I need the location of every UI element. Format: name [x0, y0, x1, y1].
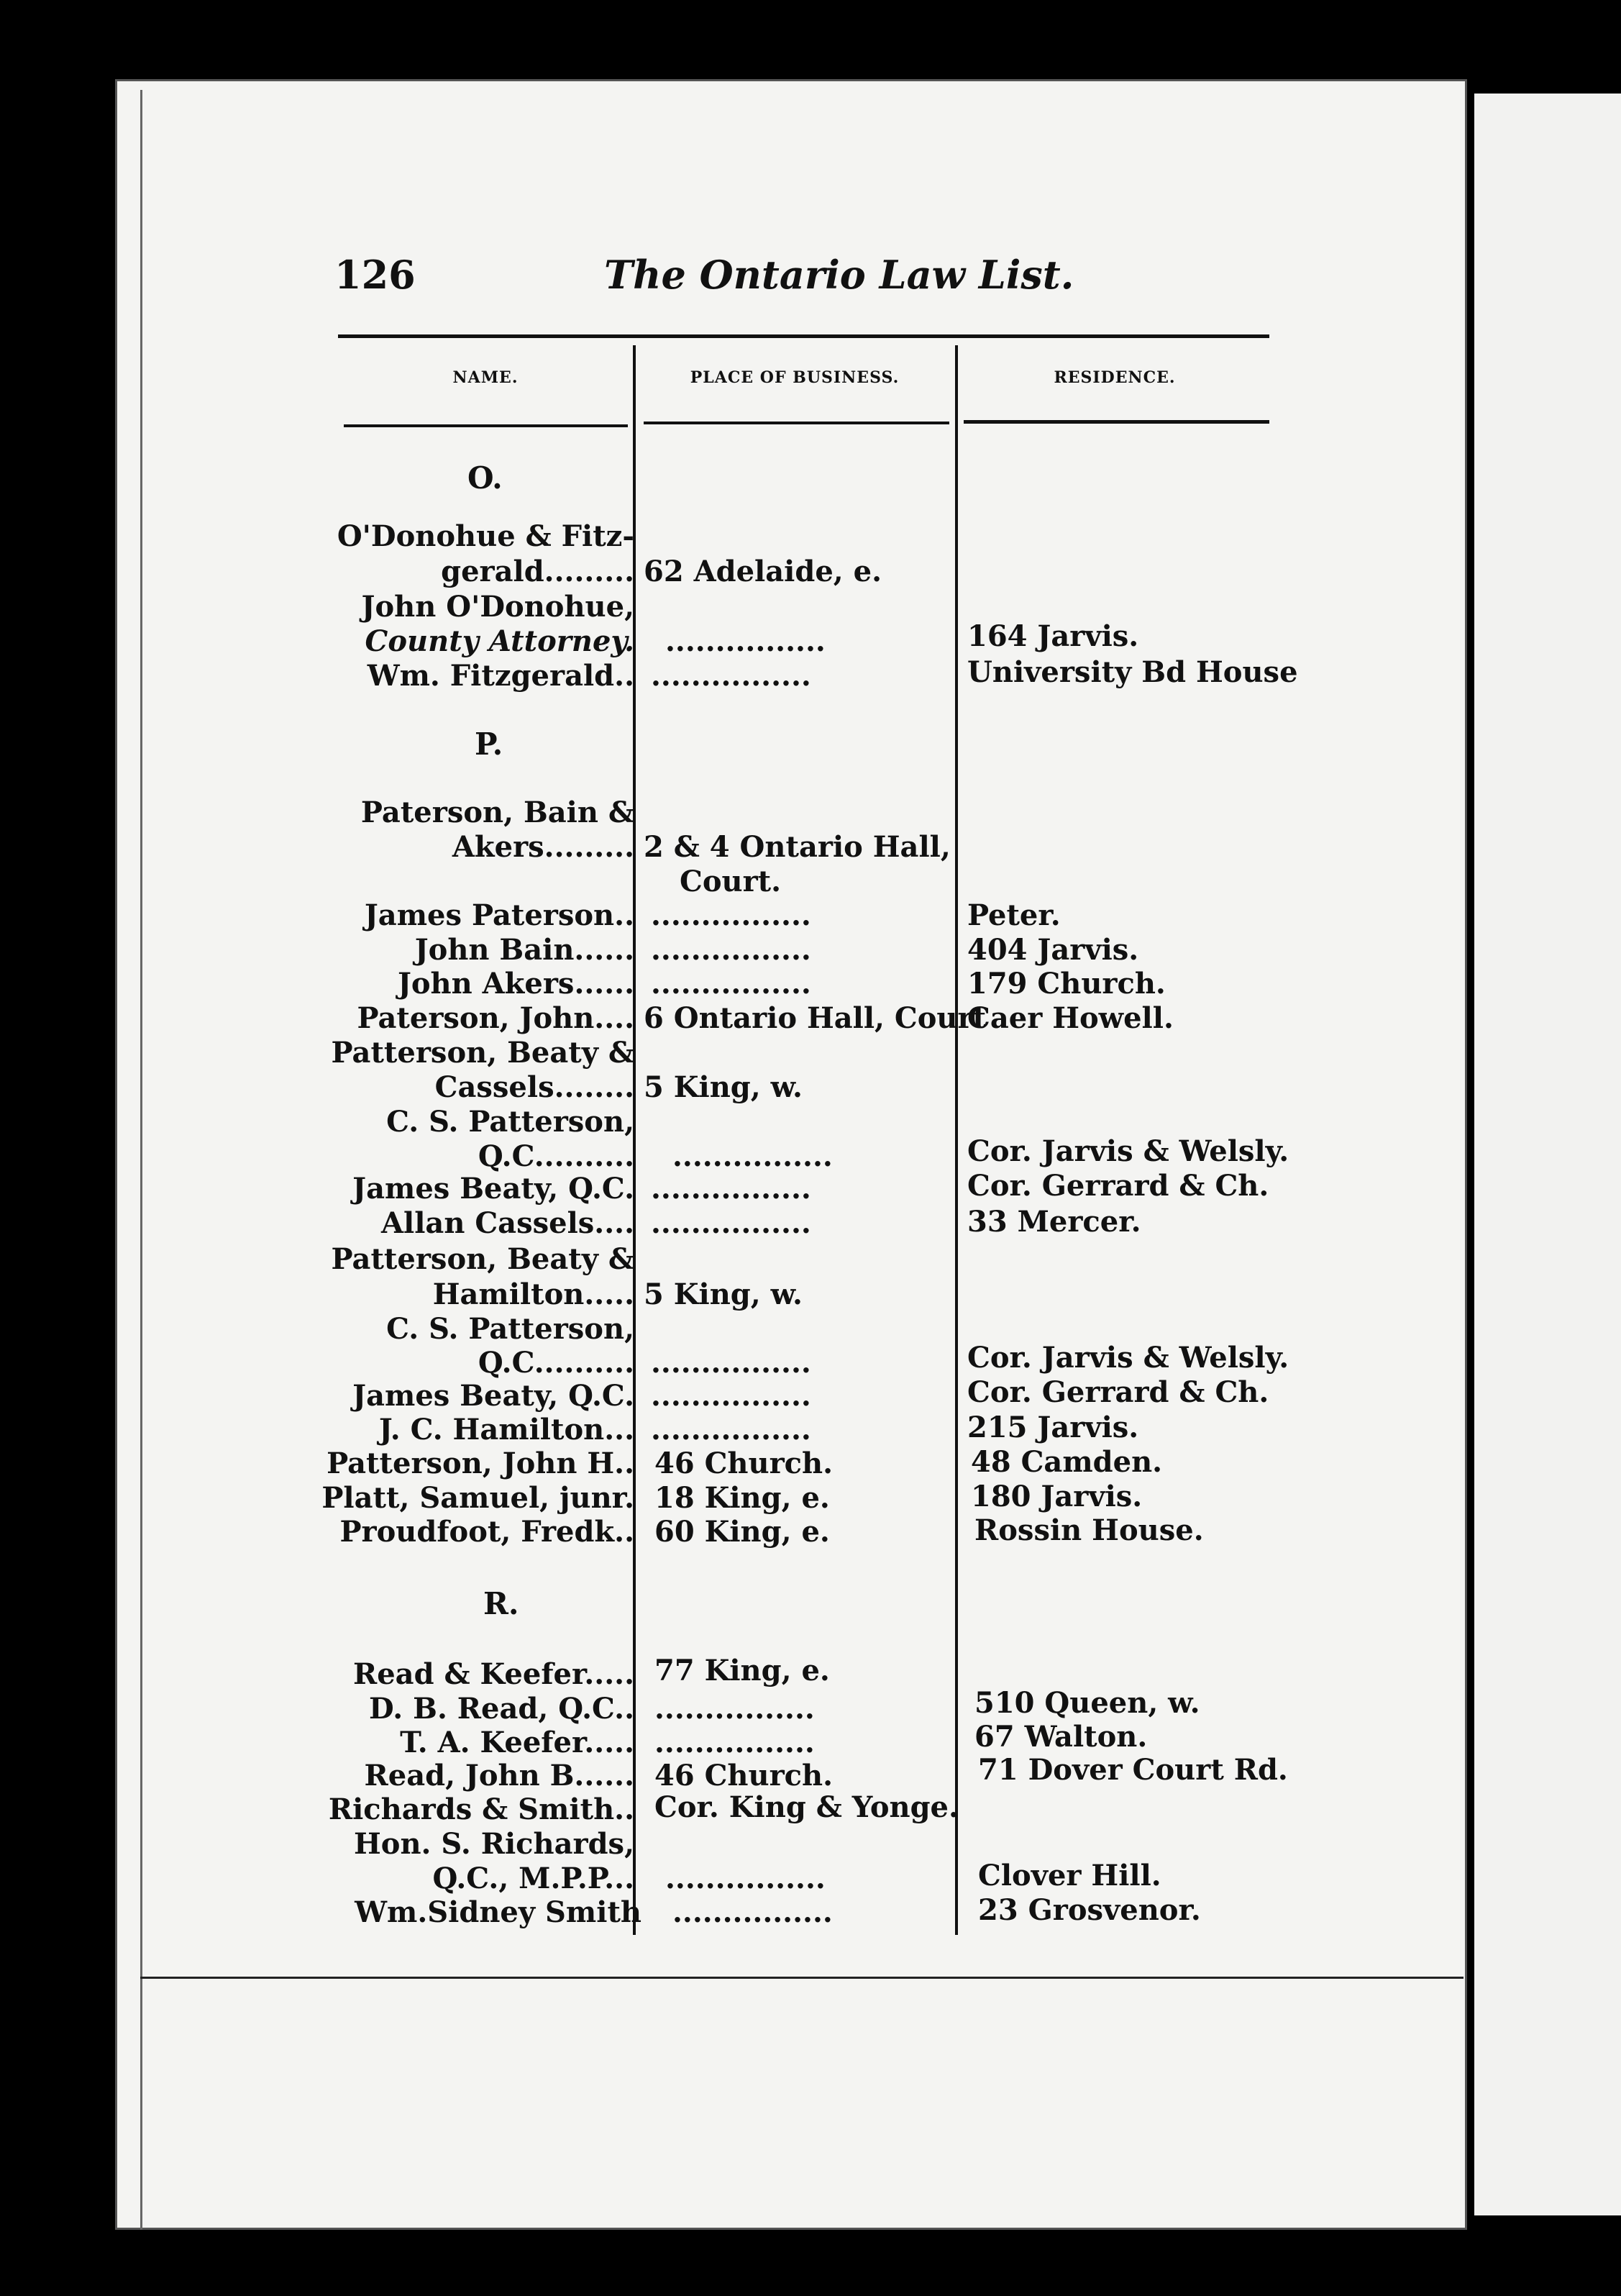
row-place: ................ [651, 1379, 811, 1413]
row-place: ................ [651, 898, 811, 932]
column-head-rule-place [644, 422, 949, 424]
row-residence: 164 Jarvis. [967, 619, 1139, 653]
column-head-rule-residence [964, 420, 1269, 424]
row-place: 5 King, w. [644, 1277, 803, 1311]
column-header-name: NAME. [452, 368, 519, 387]
row-residence: 67 Walton. [974, 1720, 1148, 1754]
row-name: John Bain...... [414, 933, 634, 967]
row-place: 18 King, e. [654, 1481, 830, 1515]
row-place: 6 Ontario Hall, Court [644, 1001, 987, 1035]
row-name: Wm. Fitzgerald.. [367, 659, 634, 693]
row-name: C. S. Patterson, [386, 1105, 634, 1139]
row-place: 5 King, w. [644, 1070, 803, 1104]
row-place: ................ [651, 1413, 811, 1447]
row-residence: 179 Church. [967, 967, 1166, 1001]
row-name: gerald......... [441, 555, 634, 588]
row-residence: Clover Hill. [978, 1859, 1161, 1892]
row-place: ................ [665, 1862, 826, 1895]
bottom-rule [140, 1977, 1464, 1979]
row-place: 77 King, e. [654, 1654, 830, 1687]
row-name: Q.C.......... [478, 1139, 634, 1173]
row-place: ................ [654, 1692, 815, 1726]
row-name: Hon. S. Richards, [354, 1827, 634, 1861]
section-letter-r: R. [483, 1586, 519, 1621]
row-place: 46 Church. [654, 1759, 834, 1792]
row-name: James Paterson.. [364, 898, 634, 932]
row-name: James Beaty, Q.C. [352, 1379, 634, 1413]
row-residence: Rossin House. [974, 1513, 1204, 1547]
row-place: Cor. King & Yonge. [654, 1790, 959, 1824]
row-residence: 48 Camden. [971, 1445, 1163, 1479]
row-name: C. S. Patterson, [386, 1312, 634, 1346]
row-name: Read, John B...... [364, 1759, 634, 1792]
row-name: Patterson, Beaty & [331, 1242, 634, 1276]
column-divider-2 [955, 345, 958, 1935]
row-place: 60 King, e. [654, 1515, 830, 1549]
row-name: Q.C.......... [478, 1346, 634, 1380]
row-residence: Cor. Gerrard & Ch. [967, 1169, 1269, 1203]
row-place: ................ [651, 933, 811, 967]
row-place: ................ [665, 624, 826, 658]
row-name: Paterson, John.... [357, 1001, 634, 1035]
row-residence: University Bd House [967, 655, 1298, 689]
running-title: The Ontario Law List. [604, 252, 1074, 298]
row-name: Cassels........ [434, 1070, 634, 1104]
row-place: ................ [651, 1172, 811, 1206]
row-name: Q.C., M.P.P... [432, 1862, 634, 1895]
page-number: 126 [334, 252, 416, 298]
row-name: John O'Donohue, [361, 590, 634, 624]
row-place: Court. [680, 865, 782, 898]
row-name: County Attorney. [365, 624, 634, 658]
row-place: ................ [672, 1895, 833, 1929]
row-name: J. C. Hamilton... [378, 1413, 634, 1447]
row-name: Platt, Samuel, junr. [321, 1481, 634, 1515]
row-residence: Cor. Gerrard & Ch. [967, 1375, 1269, 1409]
row-residence: 404 Jarvis. [967, 933, 1139, 967]
row-name: Patterson, John H.. [327, 1447, 634, 1480]
row-name: Paterson, Bain & [360, 796, 634, 829]
row-name: Allan Cassels.... [380, 1206, 634, 1240]
row-name: Hamilton..... [432, 1277, 634, 1311]
row-residence: 215 Jarvis. [967, 1411, 1139, 1444]
column-head-rule-name [344, 424, 628, 427]
row-name: John Akers...... [397, 967, 634, 1001]
row-place: ................ [651, 967, 811, 1001]
row-place: 46 Church. [654, 1447, 834, 1480]
section-letter-o: O. [467, 460, 503, 496]
row-place: ................ [672, 1139, 833, 1173]
row-residence: 180 Jarvis. [971, 1480, 1143, 1513]
row-name: Proudfoot, Fredk.. [339, 1515, 634, 1549]
row-place: ................ [651, 1206, 811, 1240]
row-name: Read & Keefer..... [352, 1657, 634, 1691]
facing-page-edge [1474, 94, 1621, 2215]
row-place: ................ [654, 1726, 815, 1759]
row-place: 62 Adelaide, e. [644, 555, 882, 588]
row-name: Wm.Sidney Smith [355, 1895, 641, 1929]
row-name: Richards & Smith.. [328, 1792, 634, 1826]
row-place: ................ [651, 659, 811, 693]
row-name: James Beaty, Q.C. [352, 1172, 634, 1206]
row-residence: Cor. Jarvis & Welsly. [967, 1341, 1289, 1375]
row-name: Patterson, Beaty & [331, 1036, 634, 1070]
row-place: 2 & 4 Ontario Hall, [644, 830, 951, 864]
row-residence: 23 Grosvenor. [978, 1893, 1201, 1927]
row-residence: 510 Queen, w. [974, 1686, 1200, 1720]
header-rule [338, 334, 1269, 338]
row-name: T. A. Keefer..... [400, 1726, 634, 1759]
section-letter-p: P. [475, 726, 503, 762]
row-place: ................ [651, 1346, 811, 1380]
row-name: Akers......... [452, 830, 634, 864]
row-name: O'Donohue & Fitz- [337, 519, 634, 553]
row-residence: Cor. Jarvis & Welsly. [967, 1134, 1289, 1168]
row-residence: 71 Dover Court Rd. [978, 1753, 1288, 1787]
row-name: D. B. Read, Q.C.. [369, 1692, 634, 1726]
row-residence: Caer Howell. [967, 1001, 1174, 1035]
column-header-place: PLACE OF BUSINESS. [690, 368, 900, 387]
column-header-residence: RESIDENCE. [1054, 368, 1176, 387]
row-residence: 33 Mercer. [967, 1205, 1141, 1239]
row-residence: Peter. [967, 898, 1061, 932]
